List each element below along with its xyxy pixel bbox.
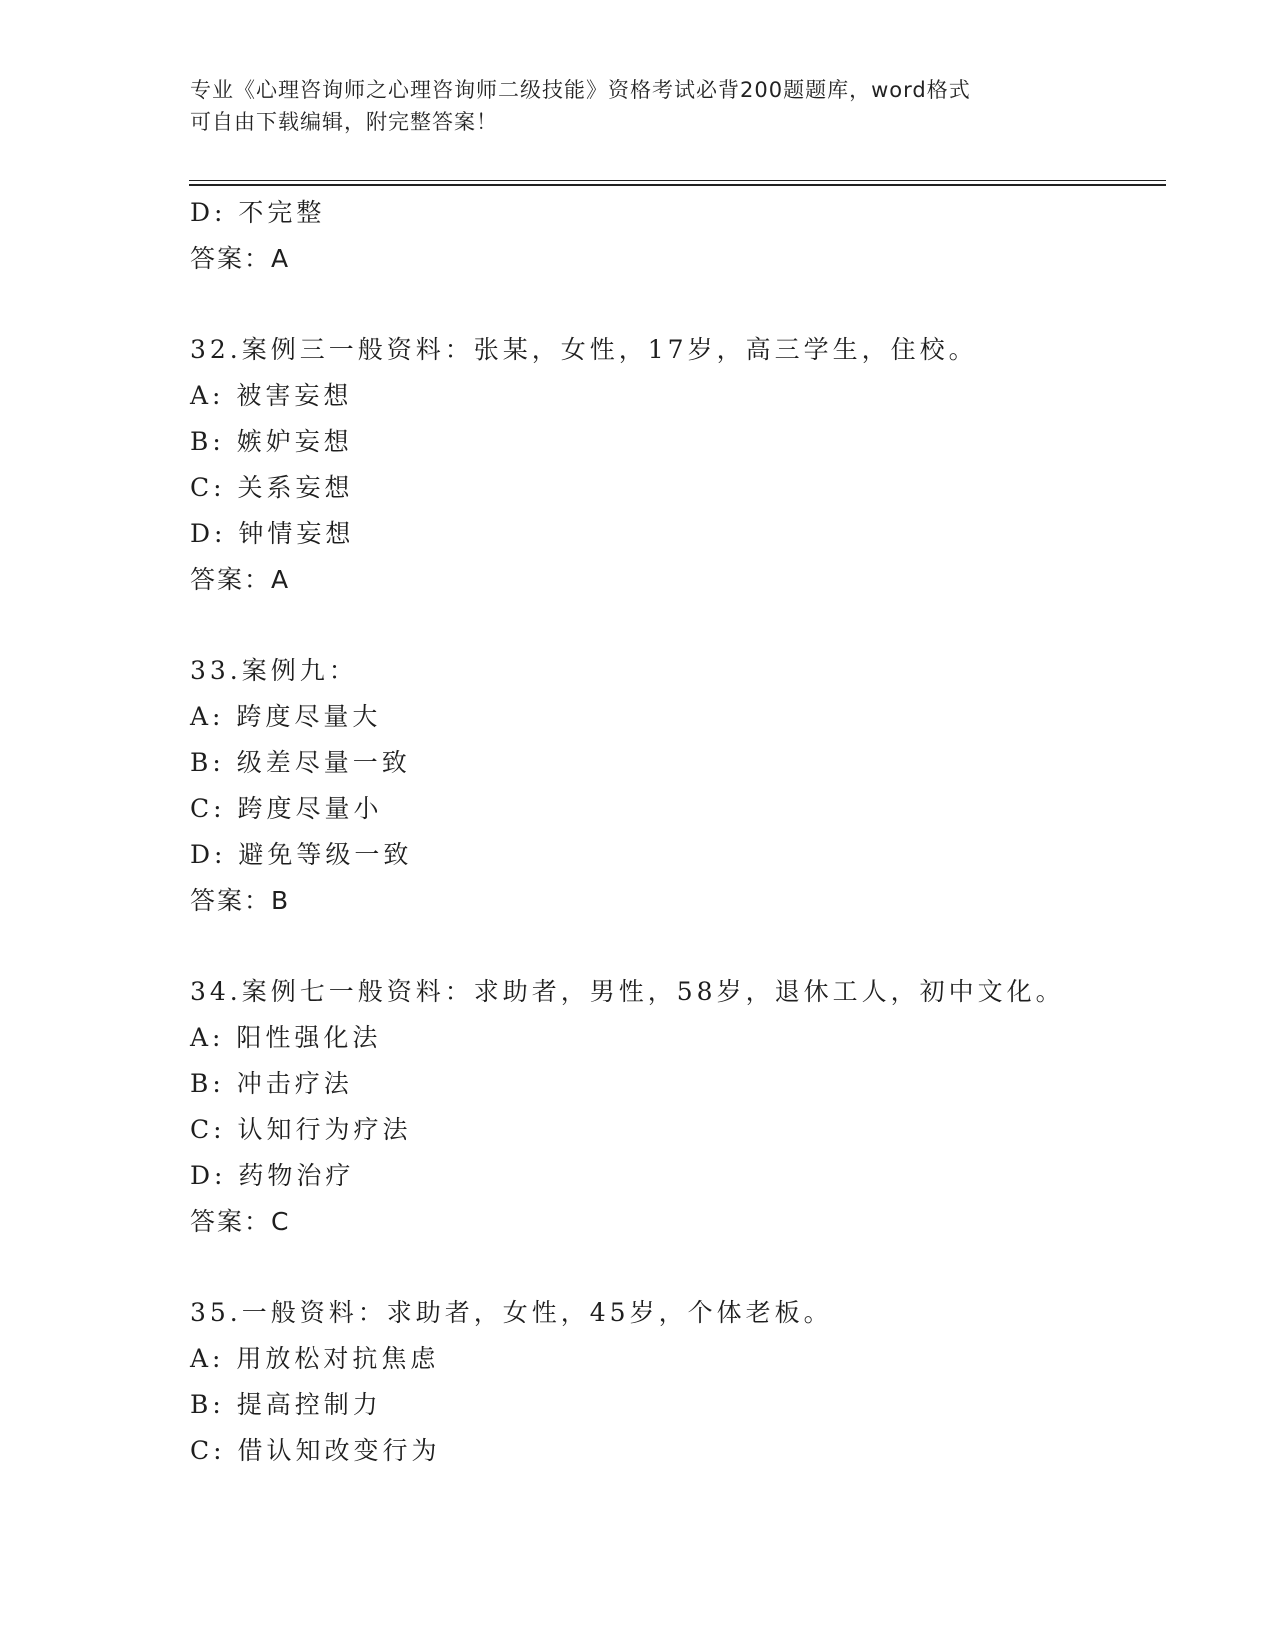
answer-line: 答案：B: [190, 886, 291, 915]
option-d: D: 避免等级一致: [190, 840, 413, 869]
spacer: [190, 1245, 1170, 1290]
spacer: [190, 603, 1170, 648]
spacer: [190, 924, 1170, 969]
option-b: B: 嫉妒妄想: [190, 427, 353, 456]
option-c: C: 认知行为疗法: [190, 1115, 412, 1144]
option-a: A: 跨度尽量大: [190, 702, 382, 731]
option-c: C: 关系妄想: [190, 473, 354, 502]
answer-line: 答案：A: [190, 565, 291, 594]
option-b: B: 提高控制力: [190, 1390, 382, 1419]
previous-question-tail: [190, 190, 1170, 282]
header-title-line-2: 可自由下载编辑，附完整答案！: [190, 110, 498, 134]
header-divider-thin: [189, 180, 1166, 181]
option-d: D: 钟情妄想: [190, 519, 355, 548]
header-divider-thick: [189, 184, 1166, 186]
option-a: A: 被害妄想: [190, 381, 353, 410]
document-header: [190, 74, 1090, 138]
question-32: [190, 327, 1170, 603]
question-stem: 33.案例九：: [190, 656, 358, 685]
answer-line: 答案：A: [190, 244, 291, 273]
option-c: C: 借认知改变行为: [190, 1436, 441, 1465]
question-stem: 35.一般资料：求助者，女性，45岁，个体老板。: [190, 1298, 833, 1327]
question-list: [190, 190, 1170, 1474]
option-a: A: 用放松对抗焦虑: [190, 1344, 440, 1373]
question-33: [190, 648, 1170, 924]
option-a: A: 阳性强化法: [190, 1023, 382, 1052]
answer-line: 答案：C: [190, 1207, 291, 1236]
spacer: [190, 282, 1170, 327]
option-d: D: 药物治疗: [190, 1161, 355, 1190]
question-stem: 34.案例七一般资料：求助者，男性，58岁，退休工人，初中文化。: [190, 977, 1065, 1006]
option-b: B: 级差尽量一致: [190, 748, 411, 777]
option-d: D: 不完整: [190, 198, 326, 227]
question-34: [190, 969, 1170, 1245]
header-title-line-1: 专业《心理咨询师之心理咨询师二级技能》资格考试必背200题题库，word格式: [190, 78, 971, 102]
question-35: [190, 1290, 1170, 1474]
option-b: B: 冲击疗法: [190, 1069, 353, 1098]
option-c: C: 跨度尽量小: [190, 794, 383, 823]
question-stem: 32.案例三一般资料：张某，女性，17岁，高三学生，住校。: [190, 335, 978, 364]
